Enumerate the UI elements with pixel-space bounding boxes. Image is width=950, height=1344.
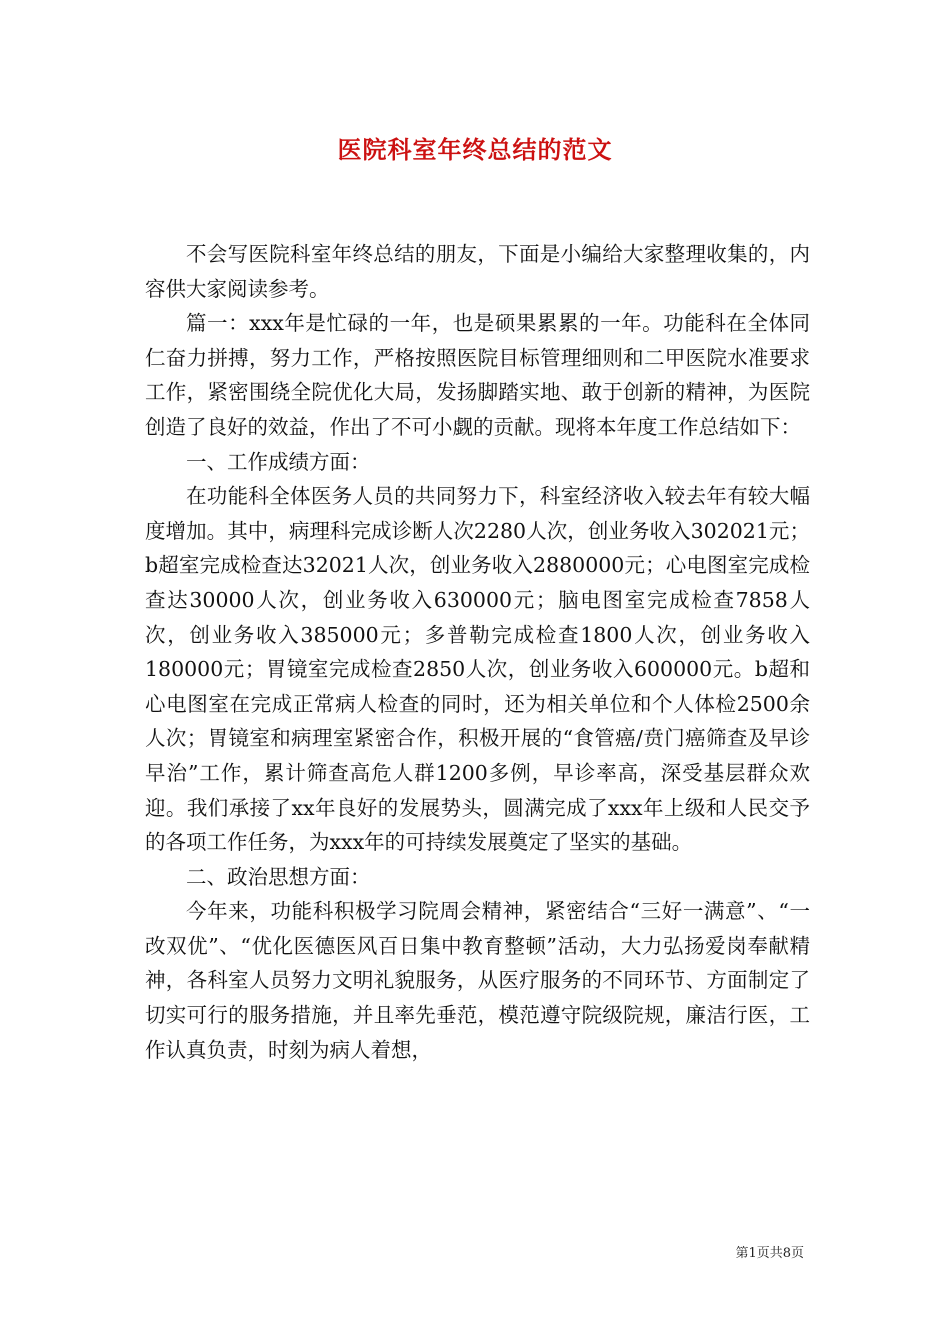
document-body xyxy=(145,237,810,1067)
paragraph-political-thought: 今年来，功能科积极学习院周会精神，紧密结合“三好一满意”、“一改双优”、“优化医德医风百日集中教育整顿”活动，大力弘扬爱岗奉献精神，各科室人员努力文明礼貌服务，从医疗服务的不同环节、方面制定了切实可行的服务措施，并且率先垂范，模范遵守院级院规，廉洁行医，工作认真负责，时刻为病人着想， xyxy=(145,899,810,1062)
paragraph-intro: 不会写医院科室年终总结的朋友，下面是小编给大家整理收集的，内容供大家阅读参考。 xyxy=(145,242,810,301)
paragraph-part-one: 篇一：xxx年是忙碌的一年，也是硕果累累的一年。功能科在全体同仁奋力拼搏，努力工作，严格按照医院目标管理细则和二甲医院水准要求工作，紧密围绕全院优化大局，发扬脚踏实地、敢于创新的精神，为医院创造了良好的效益，作出了不可小觑的贡献。现将本年度工作总结如下： xyxy=(145,311,810,439)
section-heading-work-results: 一、工作成绩方面： xyxy=(186,449,371,474)
document-title: 医院科室年终总结的范文 xyxy=(337,135,613,164)
page-number: 第1页共8页 xyxy=(735,1246,804,1261)
paragraph-work-results: 在功能科全体医务人员的共同努力下，科室经济收入较去年有较大幅度增加。其中，病理科完成诊断人次2280人次，创业务收入302021元；b超室完成检查达32021人次，创业务收入2880000元；心电图室完成检查达30000人次，创业务收入630000元；脑电图室完成检查7858人次，创业务收入385000元；多普勒完成检查1800人次，创业务收入180000元；胃镜室完成检查2850人次，创业务收入600000元。b超和心电图室在完成正常病人检查的同时，还为相关单位和个人体检2500余人次；胃镜室和病理室紧密合作，积极开展的“食管癌/贲门癌筛查及早诊早治”工作，累计筛查高危人群1200多例，早诊率高，深受基层群众欢迎。我们承接了xx年良好的发展势头，圆满完成了xxx年上级和人民交予的各项工作任务，为xxx年的可持续发展奠定了坚实的基础。 xyxy=(145,484,810,855)
section-heading-political-thought: 二、政治思想方面： xyxy=(186,864,371,889)
